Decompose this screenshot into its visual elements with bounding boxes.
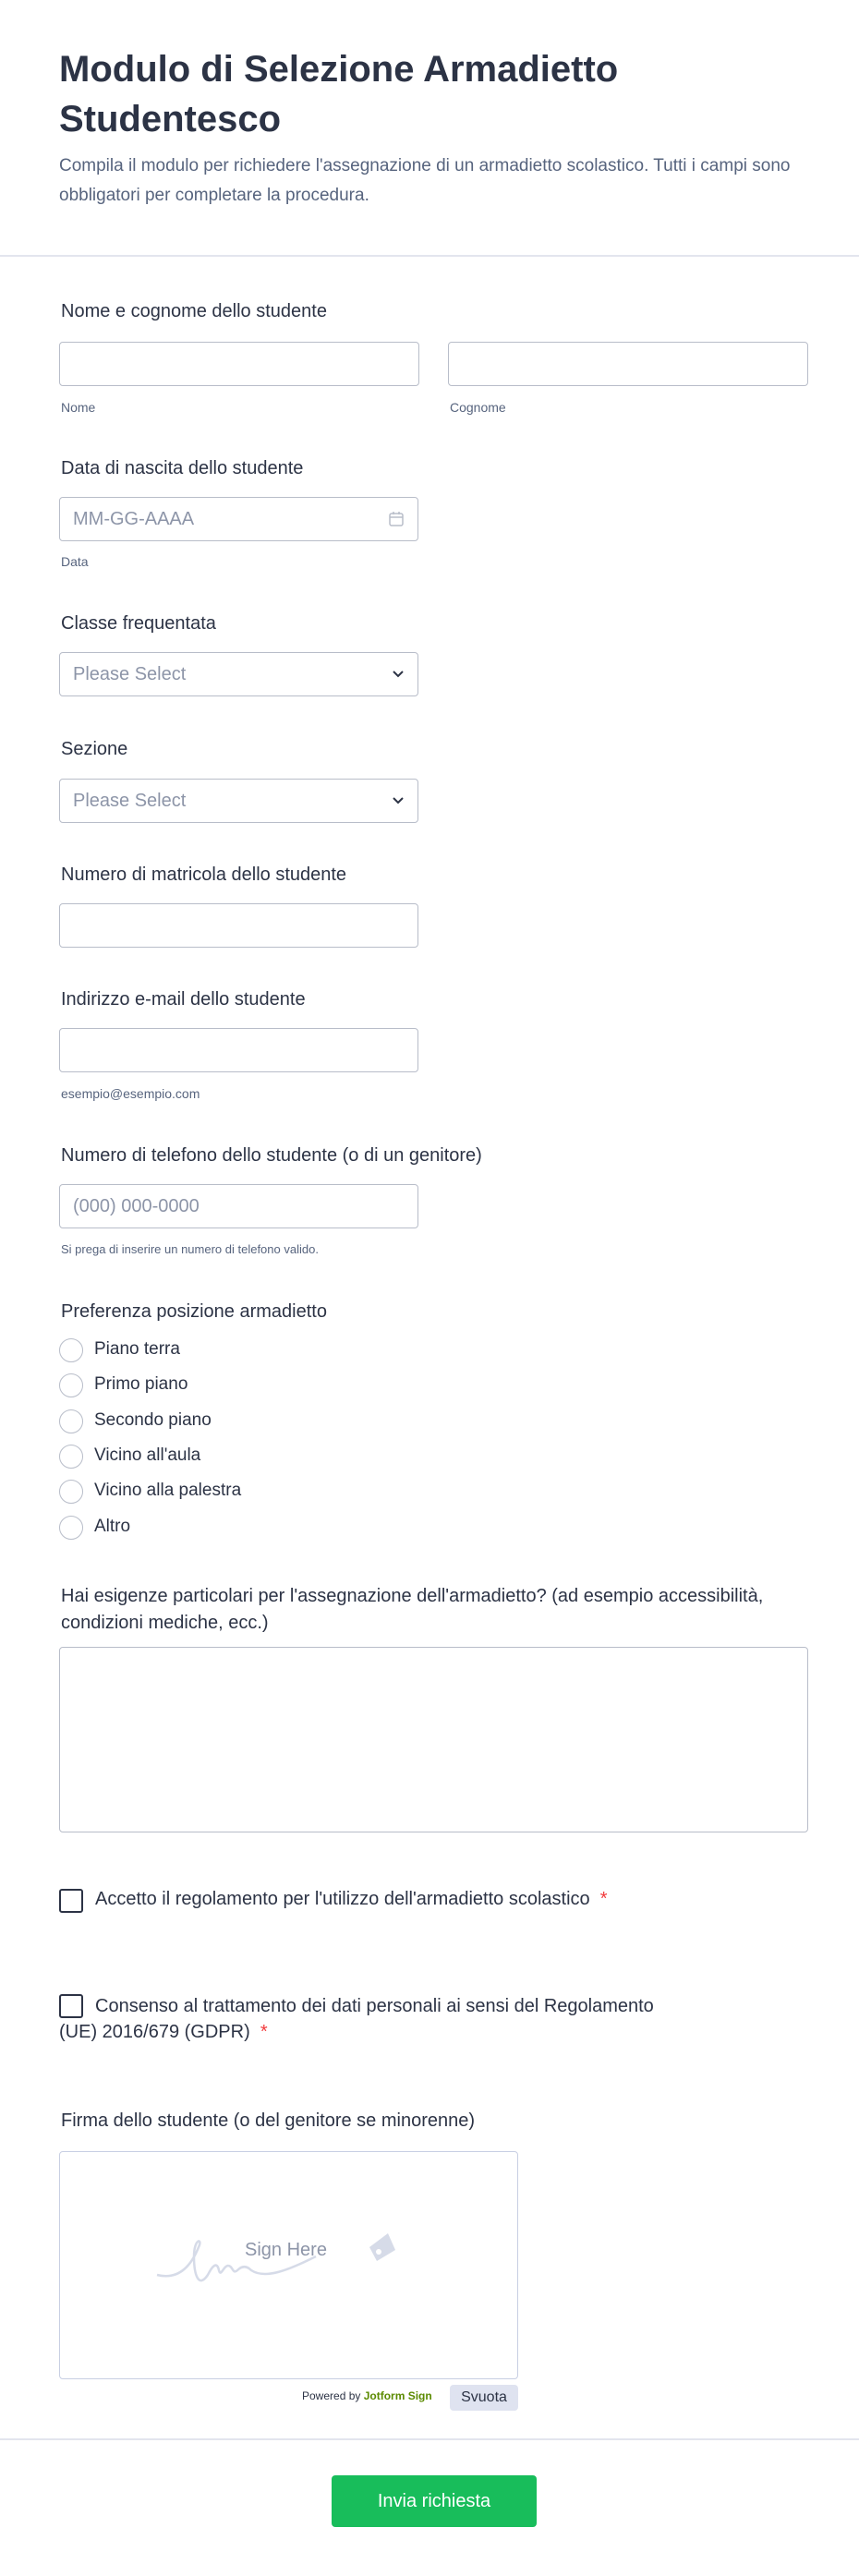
- radio-label: Primo piano: [94, 1374, 188, 1394]
- powered-by: [302, 2389, 432, 2402]
- chevron-down-icon: [392, 670, 405, 679]
- dob-sublabel: Data: [61, 554, 89, 569]
- radio-vicino-aula[interactable]: [59, 1445, 83, 1469]
- radio-vicino-palestra[interactable]: [59, 1480, 83, 1504]
- submit-button[interactable]: Invia richiesta: [332, 2475, 537, 2527]
- dob-label: Data di nascita dello studente: [61, 458, 304, 478]
- signature-pen-icon: [152, 2233, 430, 2298]
- radio-primo-piano[interactable]: [59, 1373, 83, 1397]
- email-label: Indirizzo e-mail dello studente: [61, 989, 306, 1010]
- page-description: Compila il modulo per richiedere l'assegnazione di un armadietto scolastico. Tutti i campi sono obbligatori per completare la procedura.: [59, 156, 791, 205]
- radio-label: Piano terra: [94, 1339, 180, 1359]
- radio-piano-terra[interactable]: [59, 1338, 83, 1362]
- gdpr-label: [59, 1993, 687, 2045]
- sezione-select[interactable]: [59, 779, 418, 823]
- sezione-value: Please Select: [73, 790, 187, 811]
- last-name-sublabel: Cognome: [450, 400, 506, 415]
- radio-label: Secondo piano: [94, 1410, 212, 1430]
- needs-textarea[interactable]: [59, 1647, 808, 1832]
- rules-text: Accetto il regolamento per l'utilizzo dell'armadietto scolastico: [95, 1889, 590, 1909]
- signature-label: Firma dello studente (o del genitore se minorenne): [61, 2110, 476, 2131]
- jotform-sign-link[interactable]: Jotform Sign: [363, 2389, 432, 2402]
- classe-label: Classe frequentata: [61, 613, 216, 634]
- dob-placeholder: MM-GG-AAAA: [73, 508, 195, 529]
- radio-altro[interactable]: [59, 1516, 83, 1540]
- radio-label: Vicino alla palestra: [94, 1481, 242, 1500]
- required-star: *: [260, 2022, 268, 2042]
- gdpr-text: Consenso al trattamento dei dati personali ai sensi del Regolamento (UE) 2016/679 (GDPR): [59, 1996, 654, 2042]
- calendar-icon[interactable]: [388, 511, 405, 527]
- name-label: Nome e cognome dello studente: [61, 301, 327, 321]
- position-label: Preferenza posizione armadietto: [61, 1301, 327, 1322]
- phone-sublabel: Si prega di inserire un numero di telefono valido.: [61, 1242, 319, 1256]
- phone-placeholder: (000) 000-0000: [73, 1195, 200, 1216]
- sign-here-text: Sign Here: [245, 2240, 327, 2260]
- radio-secondo-piano[interactable]: [59, 1409, 83, 1433]
- header-divider: [0, 255, 859, 257]
- radio-label: Altro: [94, 1517, 131, 1536]
- first-name-sublabel: Nome: [61, 400, 96, 415]
- required-star: *: [599, 1889, 608, 1909]
- clear-signature-button[interactable]: Svuota: [450, 2385, 518, 2411]
- signature-pad[interactable]: [59, 2151, 518, 2379]
- matricola-label: Numero di matricola dello studente: [61, 865, 347, 885]
- radio-label: Vicino all'aula: [94, 1445, 201, 1465]
- email-sublabel: esempio@esempio.com: [61, 1086, 200, 1101]
- classe-select[interactable]: [59, 652, 418, 696]
- classe-value: Please Select: [73, 663, 187, 684]
- rules-checkbox[interactable]: [59, 1889, 83, 1913]
- powered-text: Powered by: [302, 2389, 361, 2402]
- footer-divider: [0, 2438, 859, 2440]
- needs-label: Hai esigenze particolari per l'assegnazione dell'armadietto? (ad esempio accessibilità, condizioni mediche, ecc.): [61, 1586, 764, 1633]
- dob-input[interactable]: [59, 497, 418, 541]
- matricola-input[interactable]: [59, 903, 418, 948]
- sezione-label: Sezione: [61, 739, 128, 759]
- phone-input[interactable]: [59, 1184, 418, 1228]
- page-title: Modulo di Selezione Armadietto Studentesco: [59, 49, 619, 139]
- last-name-input[interactable]: [448, 342, 808, 386]
- chevron-down-icon: [392, 796, 405, 805]
- email-input[interactable]: [59, 1028, 418, 1072]
- phone-label: Numero di telefono dello studente (o di un genitore): [61, 1145, 482, 1166]
- rules-label: [95, 1889, 608, 1910]
- first-name-input[interactable]: [59, 342, 419, 386]
